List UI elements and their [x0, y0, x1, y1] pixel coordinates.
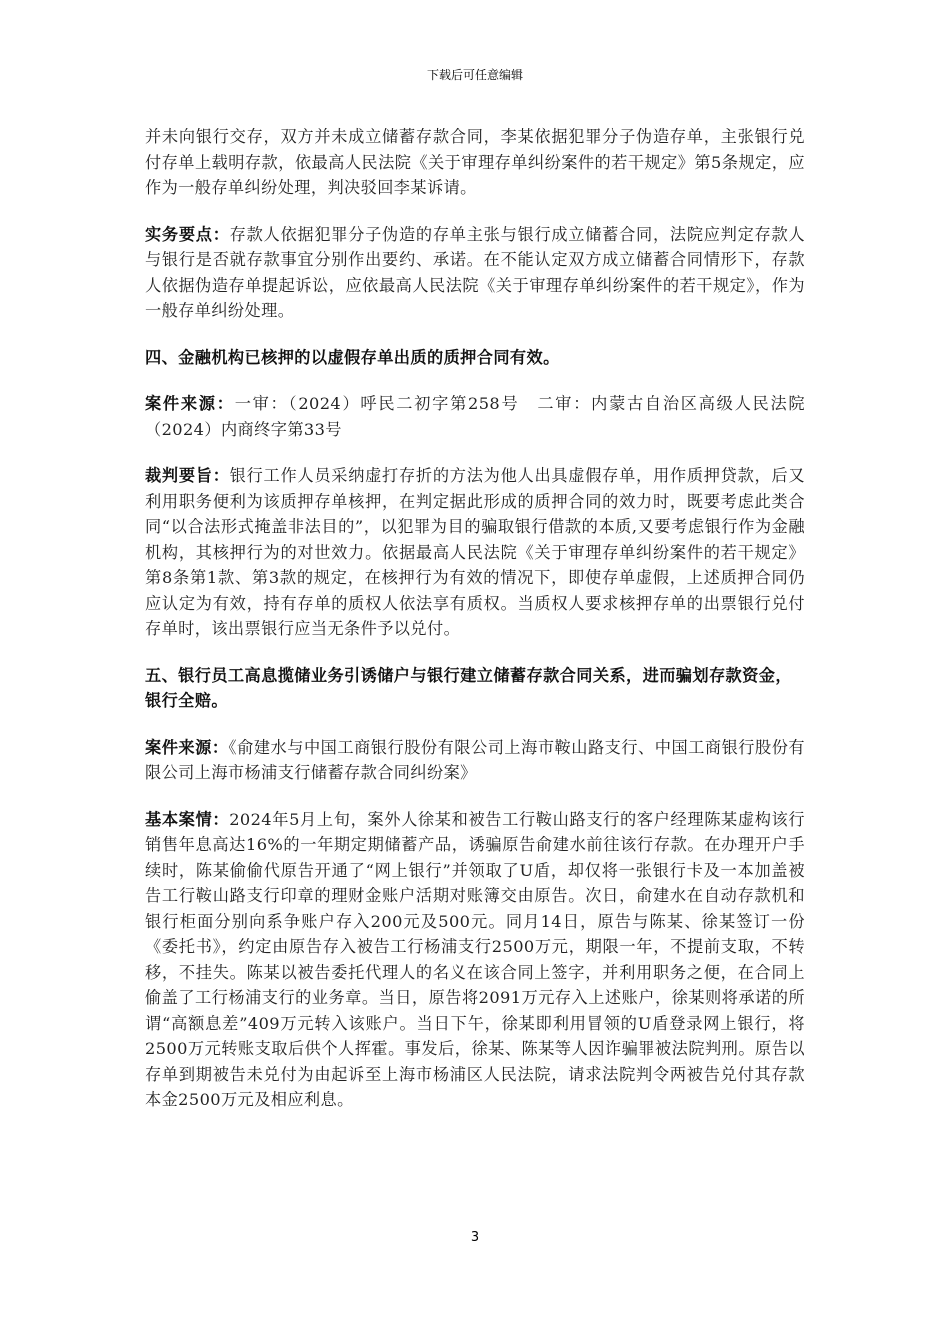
basic-facts-label: 基本案情： [145, 809, 230, 829]
practice-points-label: 实务要点： [145, 224, 230, 244]
judgment-gist-label: 裁判要旨： [145, 466, 230, 485]
judgment-gist-text: 银行工作人员采纳虚打存折的方法为他人出具虚假存单，用作质押贷款，后又利用职务便利为该质押存单核押，在判定据此形成的质押合同的效力时，既要考虑此类合同“以合法形式掩盖非法目的”，以犯罪为目的骗取银行借款的本质,又要考虑银行作为金融机构，其核押行为的对世效力。依据最高人民法院《关于审理存单纠纷案件的若干规定》第8条第1款、第3款的规定，在核押行为有效的情况下，即使存单虚假，上述质押合同仍应认定为有效，持有存单的质权人依法享有质权。当质权人要求核押存单的出票银行兑付存单时，该出票银行应当无条件予以兑付。 [145, 466, 806, 638]
case-source-text: 一审：（2024）呼民二初字第258号 二审：内蒙古自治区高级人民法院（2024）内商终字第33号 [145, 394, 806, 439]
case-source-text: 《俞建水与中国工商银行股份有限公司上海市鞍山路支行、中国工商银行股份有限公司上海市杨浦支行储蓄存款合同纠纷案》 [145, 737, 805, 782]
paragraph-practice-points [145, 222, 805, 324]
basic-facts-text: 2024年5月上旬，案外人徐某和被告工行鞍山路支行的客户经理陈某虚构该行销售年息高达16%的一年期定期储蓄产品，诱骗原告俞建水前往该行存款。在办理开户手续时，陈某偷偷代原告开通了“网上银行”并领取了U盾，却仅将一张银行卡及一本加盖被告工行鞍山路支行印章的理财金账户活期对账簿交由原告。次日，俞建水在自动存款机和银行柜面分别向系争账户存入200元及500元。同月14日，原告与陈某、徐某签订一份《委托书》，约定由原告存入被告工行杨浦支行2500万元，期限一年，不提前支取，不转移，不挂失。陈某以被告委托代理人的名义在该合同上签字，并利用职务之便，在合同上偷盖了工行杨浦支行的业务章。当日，原告将2091万元存入上述账户，徐某则将承诺的所谓“高额息差”409万元转入该账户。当日下午，徐某即利用冒领的U盾登录网上银行，将2500万元转账支取后供个人挥霍。事发后，徐某、陈某等人因诈骗罪被法院判刑。原告以存单到期被告未兑付为由起诉至上海市杨浦区人民法院，请求法院判令两被告兑付其存款本金2500万元及相应利息。 [145, 809, 805, 1109]
page-header: 下载后可任意编辑 [426, 68, 523, 82]
case-source-label: 案件来源： [145, 394, 235, 413]
page-number: 3 [470, 1230, 480, 1245]
paragraph-case-source-2 [145, 735, 805, 786]
paragraph-basic-facts [145, 807, 805, 1113]
case-source-label: 案件来源： [145, 737, 229, 757]
document-body [145, 124, 805, 1134]
paragraph-1 [145, 124, 805, 201]
paragraph-judgment-gist [145, 463, 805, 642]
section-heading-5: 五、银行员工高息揽储业务引诱储户与银行建立储蓄存款合同关系，进而骗划存款资金，银行全赔。 [145, 665, 792, 710]
paragraph-case-source-1 [145, 391, 805, 442]
section-heading-4: 四、金融机构已核押的以虚假存单出质的质押合同有效。 [145, 347, 560, 367]
paragraph-1-text: 并未向银行交存，双方并未成立储蓄存款合同，李某依据犯罪分子伪造存单，主张银行兑付存单上载明存款，依最高人民法院《关于审理存单纠纷案件的若干规定》第5条规定，应作为一般存单纠纷处理，判决驳回李某诉请。 [145, 127, 805, 197]
practice-points-text: 存款人依据犯罪分子伪造的存单主张与银行成立储蓄合同，法院应判定存款人与银行是否就存款事宜分别作出要约、承诺。在不能认定双方成立储蓄合同情形下，存款人依据伪造存单提起诉讼，应依最高人民法院《关于审理存单纠纷案件的若干规定》，作为一般存单纠纷处理。 [145, 224, 806, 320]
